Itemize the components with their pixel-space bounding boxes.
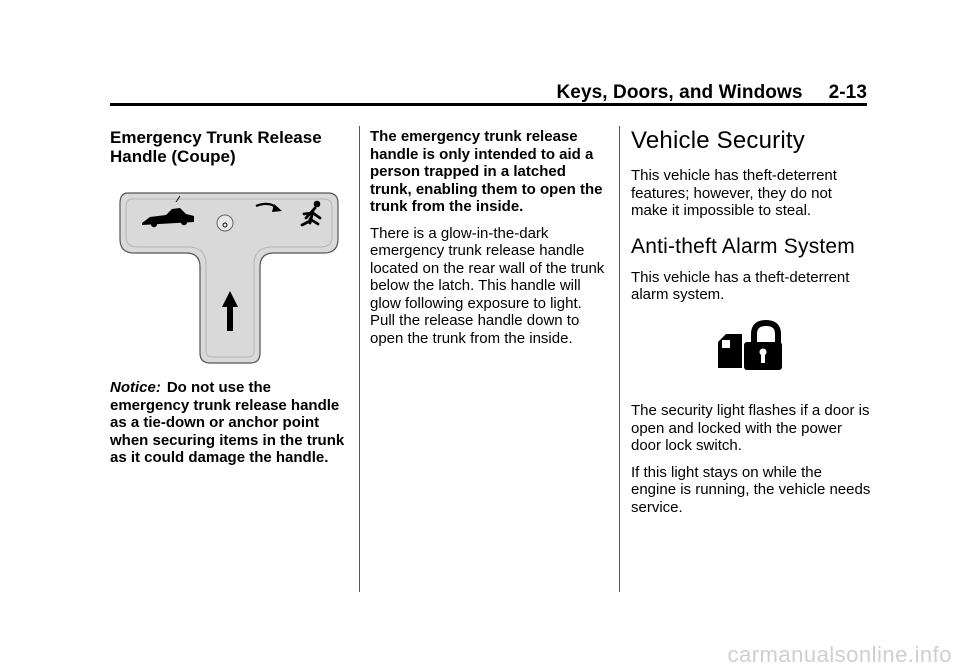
latch-icon xyxy=(217,215,233,231)
anti-theft-text: This vehicle has a theft-deterrent alarm system. xyxy=(631,268,850,303)
header-rule xyxy=(110,103,867,106)
security-light-text: The security light flashes if a door is open and locked with the power door lock switch. xyxy=(631,402,870,454)
notice-text: Do not use the emergency trunk release handle as a tie-down or anchor point when securing items in the trunk as it could damage the handle. xyxy=(110,379,345,466)
vehicle-security-title: Vehicle Security xyxy=(631,127,805,154)
vehicle-security-lock-icon xyxy=(716,320,782,372)
section-title: Keys, Doors, and Windows xyxy=(556,82,803,103)
service-text: If this light stays on while the engine is running, the vehicle needs service. xyxy=(631,463,871,516)
column-divider xyxy=(619,126,620,592)
notice-label: Notice: xyxy=(110,379,161,396)
notice-block xyxy=(110,379,350,467)
running-header xyxy=(110,82,867,104)
column-1 xyxy=(110,128,350,166)
trunk-release-warning: The emergency trunk release handle is only intended to aid a person trapped in a latched trunk, enabling them to open the trunk from the inside. xyxy=(370,128,603,215)
watermark: carmanualsonline.info xyxy=(727,642,952,667)
page-number: 2-13 xyxy=(828,82,867,103)
trunk-release-body: There is a glow-in-the-dark emergency trunk release handle located on the rear wall of the trunk below the latch. This handle will glow following exposure to light. Pull the release handle down to open the trunk from the inside. xyxy=(370,224,605,347)
trunk-release-handle-illustration xyxy=(114,187,344,367)
column-3 xyxy=(631,128,871,313)
vehicle-security-intro: This vehicle has theft-deterrent features; however, they do not make it impossible to steal. xyxy=(631,167,837,219)
column-3-lower xyxy=(631,402,871,525)
column-divider xyxy=(359,126,360,592)
trunk-release-heading: Emergency Trunk Release Handle (Coupe) xyxy=(110,128,322,166)
column-2 xyxy=(370,128,610,356)
anti-theft-heading: Anti-theft Alarm System xyxy=(631,234,856,258)
